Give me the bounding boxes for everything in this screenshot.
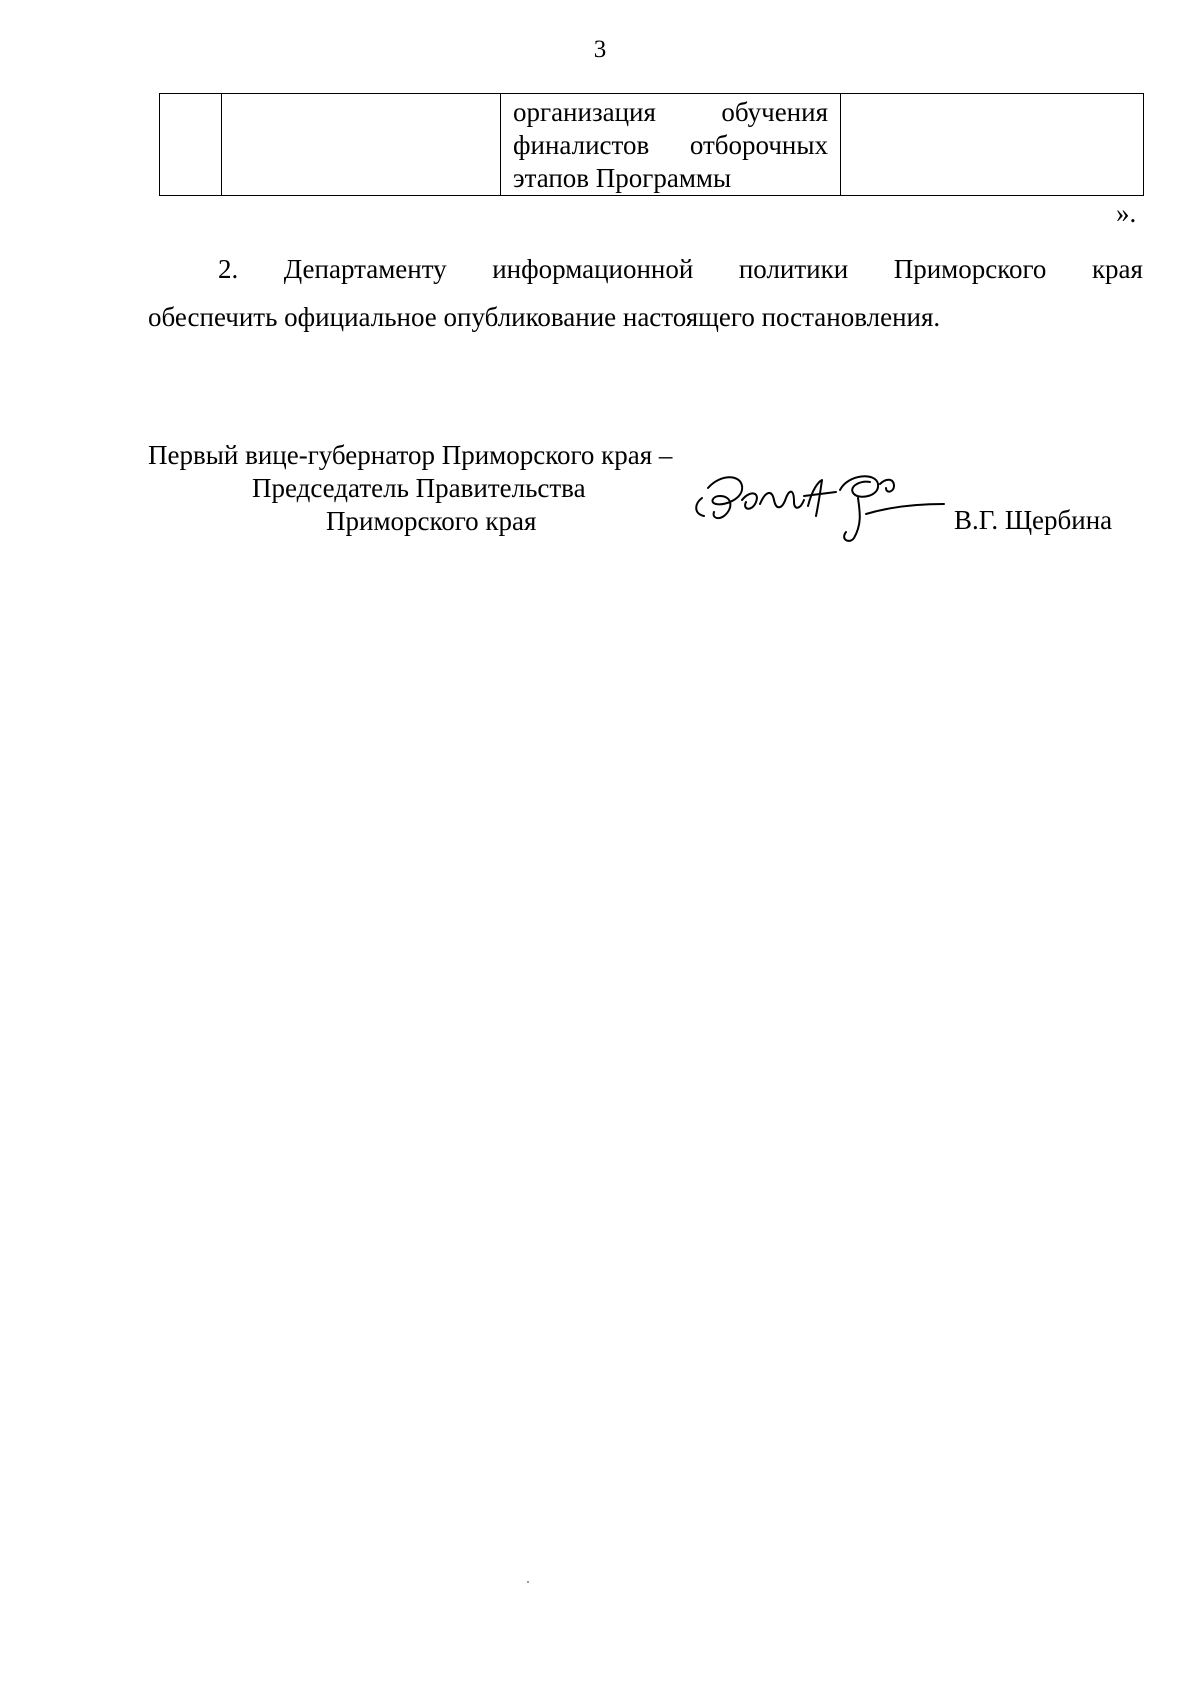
- activity-word: финалистов: [513, 130, 650, 160]
- signature-block: [148, 439, 672, 538]
- activity-line-3: этапов Программы: [513, 163, 732, 193]
- table-cell-name: [222, 94, 501, 196]
- activity-word: отборочных: [689, 130, 828, 160]
- paragraph-2: [148, 245, 1143, 341]
- activity-line-1: [513, 96, 828, 129]
- paragraph-word: политики: [738, 254, 849, 284]
- signer-title-line-3: Приморского края: [326, 506, 537, 536]
- paragraph-2-line-1: [148, 245, 1143, 293]
- table-cell-result: [841, 94, 1144, 196]
- signer-name: В.Г. Щербина: [954, 505, 1113, 535]
- table-row: [160, 94, 1144, 196]
- paragraph-2-line-2: обеспечить официальное опубликование настоящего постановления.: [148, 302, 941, 332]
- activity-word: организация: [513, 97, 656, 127]
- scan-speck: [527, 1581, 529, 1583]
- paragraph-number: 2.: [218, 254, 239, 284]
- signer-title-line-1: Первый вице-губернатор Приморского края –: [148, 440, 673, 470]
- activity-word: обучения: [721, 97, 828, 127]
- paragraph-word: Департаменту: [283, 254, 447, 284]
- closing-quote: ».: [1116, 198, 1137, 228]
- signer-title-line-2: Председатель Правительства: [252, 473, 586, 503]
- page-number: 3: [593, 36, 607, 63]
- activity-line-2: [513, 129, 828, 162]
- paragraph-word: информационной: [492, 254, 694, 284]
- handwritten-signature-icon: [690, 460, 960, 555]
- table-fragment: [159, 93, 1144, 196]
- paragraph-word: Приморского: [893, 254, 1047, 284]
- paragraph-word: края: [1091, 254, 1143, 284]
- table-cell-activity: [501, 94, 841, 196]
- table-cell-number: [160, 94, 222, 196]
